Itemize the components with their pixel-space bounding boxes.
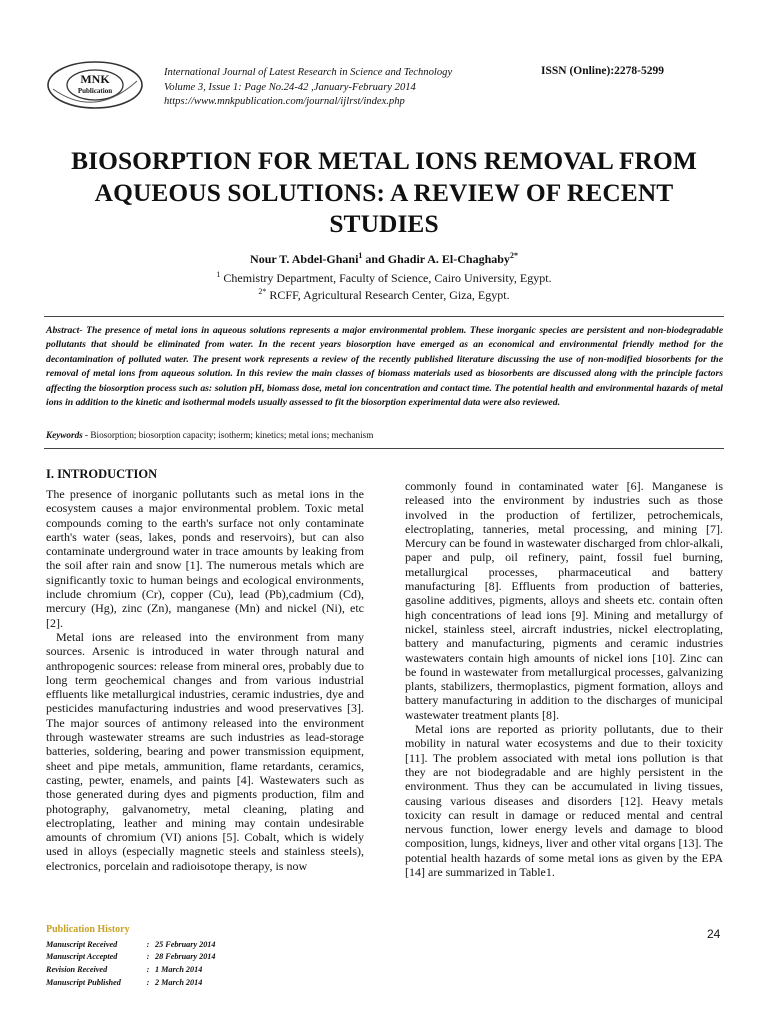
- journal-volume: Volume 3, Issue 1: Page No.24-42 ,January-February 2014: [164, 81, 416, 93]
- history-value: 1 March 2014: [155, 964, 203, 974]
- affiliation-1-text: Chemistry Department, Faculty of Science, Cairo University, Egypt.: [220, 271, 552, 285]
- affiliation-1: [40, 270, 728, 286]
- author-1-mark: 1: [358, 251, 363, 260]
- history-sep: :: [146, 977, 150, 987]
- author-1: Nour T. Abdel-Ghani: [250, 252, 359, 266]
- history-value: 28 February 2014: [155, 952, 216, 962]
- logo-line1: MNK: [80, 72, 110, 86]
- history-sep: :: [146, 964, 150, 974]
- journal-name: International Journal of Latest Research in Science and Technology: [164, 67, 453, 78]
- history-label: Revision Received: [46, 964, 108, 974]
- paper-title: BIOSORPTION FOR METAL IONS REMOVAL FROM AQUEOUS SOLUTIONS: A REVIEW OF RECENT STUDIES: [71, 147, 697, 238]
- table-row: [46, 951, 216, 964]
- publisher-logo-icon: [45, 59, 145, 111]
- paragraph: The presence of inorganic pollutants such as metal ions in the ecosystem causes a major environmental problem. Toxic metal compounds coming to the earth's surface not only contaminate earth's water (seas, lakes, ponds and reservoirs), but can also contaminate underground water in trace amounts by leaking from the soil after rain and snow [1]. The numerous metals which are significantly toxic to human beings and ecological environments, include chromium (Cr), copper (Cu), lead (Pb),cadmium (Cd), mercury (Hg), zinc (Zn), manganese (Mn) and nickel (Ni), etc [2].: [46, 487, 364, 630]
- authors-and: and: [362, 252, 388, 266]
- paragraph: commonly found in contaminated water [6]. Manganese is released into the environment by industries such as those involved in the production of fertilizer, petrochemicals, electroplating, tanneries, metal processing, and mining [7]. Mercury can be found in wastewater discharged from chlor-alkali, paper and pulp, oil refinery, paint, fossil fuel burning, metallurgical processes, pharmaceutical and battery manufacturing [8]. Effluents from production of batteries, gasoline additives, pigments, alloys and sheets etc. contain often high concentrations of lead ions [9]. Mining and metallurgy of nickel, stainless steel, aircraft industries, nickel electroplating, battery and manufacturing, pigments and ceramic industries wastewaters contain high amounts of nickel ions [10]. Zinc can be found in wastewater from metallurgical processes, galvanizing plants, stabilizers, thermoplastics, pigment formation, alloys and battery manufacturing in addition to the discharges of municipal wastewater treatment plants [8].: [405, 479, 723, 722]
- history-label: Manuscript Accepted: [46, 952, 118, 962]
- section-heading: I. INTRODUCTION: [46, 467, 158, 481]
- history-label: Manuscript Published: [46, 977, 121, 987]
- publication-history-title: Publication History: [46, 924, 130, 935]
- affiliation-2-text: RCFF, Agricultural Research Center, Giza, Egypt.: [266, 288, 510, 302]
- table-row: [46, 976, 216, 989]
- keywords: [46, 430, 723, 440]
- paragraph: Metal ions are released into the environment from many sources. Arsenic is introduced in water through natural and anthropogenic sources: release from mineral ores, probably due to long term geochemical changes and from various industrial effluents like metallurgical industries, ceramic industries, dye and pesticides manufacturing industries and wood preservatives [3]. The major sources of antimony released into the environment through wastewater streams are such industries as lead-storage batteries, soldering, bearing and power transmission equipment, sheet and pipe metals, ammunition, flame retardants, ceramics, casting, pewter, enamels, and paints [4]. Wastewaters such as those generated during dyes and pigments production, film and photography, galvanometry, metal cleaning, plating and electroplating, leather and mining may contain undesirable amounts of chromium (VI) anions [5]. Cobalt, which is widely used in alloys (especially magnetic steels and stainless steels), electronics, porcelain and radioisotope therapy, is now: [46, 629, 364, 873]
- keywords-text: Biosorption; biosorption capacity; isotherm; kinetics; metal ions; mechanism: [90, 430, 374, 440]
- keywords-label: Keywords -: [46, 430, 91, 440]
- table-row: [46, 938, 216, 951]
- page-number: 24: [707, 927, 721, 941]
- right-column: [405, 479, 723, 879]
- publisher-logo: [45, 59, 145, 111]
- table-row: [46, 963, 216, 976]
- affiliation-1-mark: 1: [216, 270, 221, 279]
- left-column: [46, 487, 364, 873]
- publication-history: [46, 924, 346, 988]
- logo-line2: Publication: [77, 87, 113, 95]
- history-value: 2 March 2014: [155, 977, 203, 987]
- publication-history-table: [46, 938, 216, 988]
- author-2: Ghadir A. El-Chaghaby: [387, 252, 510, 266]
- abstract: Abstract- The presence of metal ions in aqueous solutions represents a major environmental problem. These inorganic species are persistent and non-biodegradable pollutants that should be eliminated from water. In the recent years biosorption have emerged as an economical and environmental friendly method for the decontamination of polluted water. The present work represents a review of the recently published literature discussing the use of non-modified biosorbents for the removal of metal ions from aqueous solution. In this review the main classes of biomass materials used as biosorbents are discussed along with the principle factors affecting the biosorption process such as: solution pH, biomass dose, metal ion concentration and contact time. The potential health and environmental hazards of metal ions in addition to the kinetic and isothermal models usually assessed to fit the biosorption experimental data were also reviewed.: [46, 325, 723, 409]
- journal-header: [164, 66, 544, 110]
- divider-top: [44, 316, 724, 317]
- paragraph: Metal ions are reported as priority pollutants, due to their mobility in natural water ecosystems and due to their toxicity [11]. The problem associated with metal ions pollution is that they are not biodegradable and are highly persistent in the environment. Thus they can be accumulated in living tissues, causing various diseases and disorders [12]. Heavy metals toxicity can result in damage or reduced mental and central nervous function, lower energy levels and damage to blood composition, lungs, kidneys, liver and other vital organs [13]. The potential health hazards of some metal ions as given by the EPA [14] are summarized in Table1.: [405, 722, 723, 880]
- affiliation-2-mark: 2*: [258, 287, 267, 296]
- history-sep: :: [146, 939, 150, 949]
- journal-url[interactable]: https://www.mnkpublication.com/journal/ijlrst/index.php: [164, 96, 405, 107]
- history-value: 25 February 2014: [155, 939, 216, 949]
- affiliation-2: [40, 287, 728, 303]
- divider-bottom: [44, 448, 724, 449]
- author-2-mark: 2*: [509, 251, 518, 260]
- authors: [40, 251, 728, 267]
- history-sep: :: [146, 952, 150, 962]
- issn: ISSN (Online):2278-5299: [541, 65, 664, 77]
- history-label: Manuscript Received: [46, 939, 118, 949]
